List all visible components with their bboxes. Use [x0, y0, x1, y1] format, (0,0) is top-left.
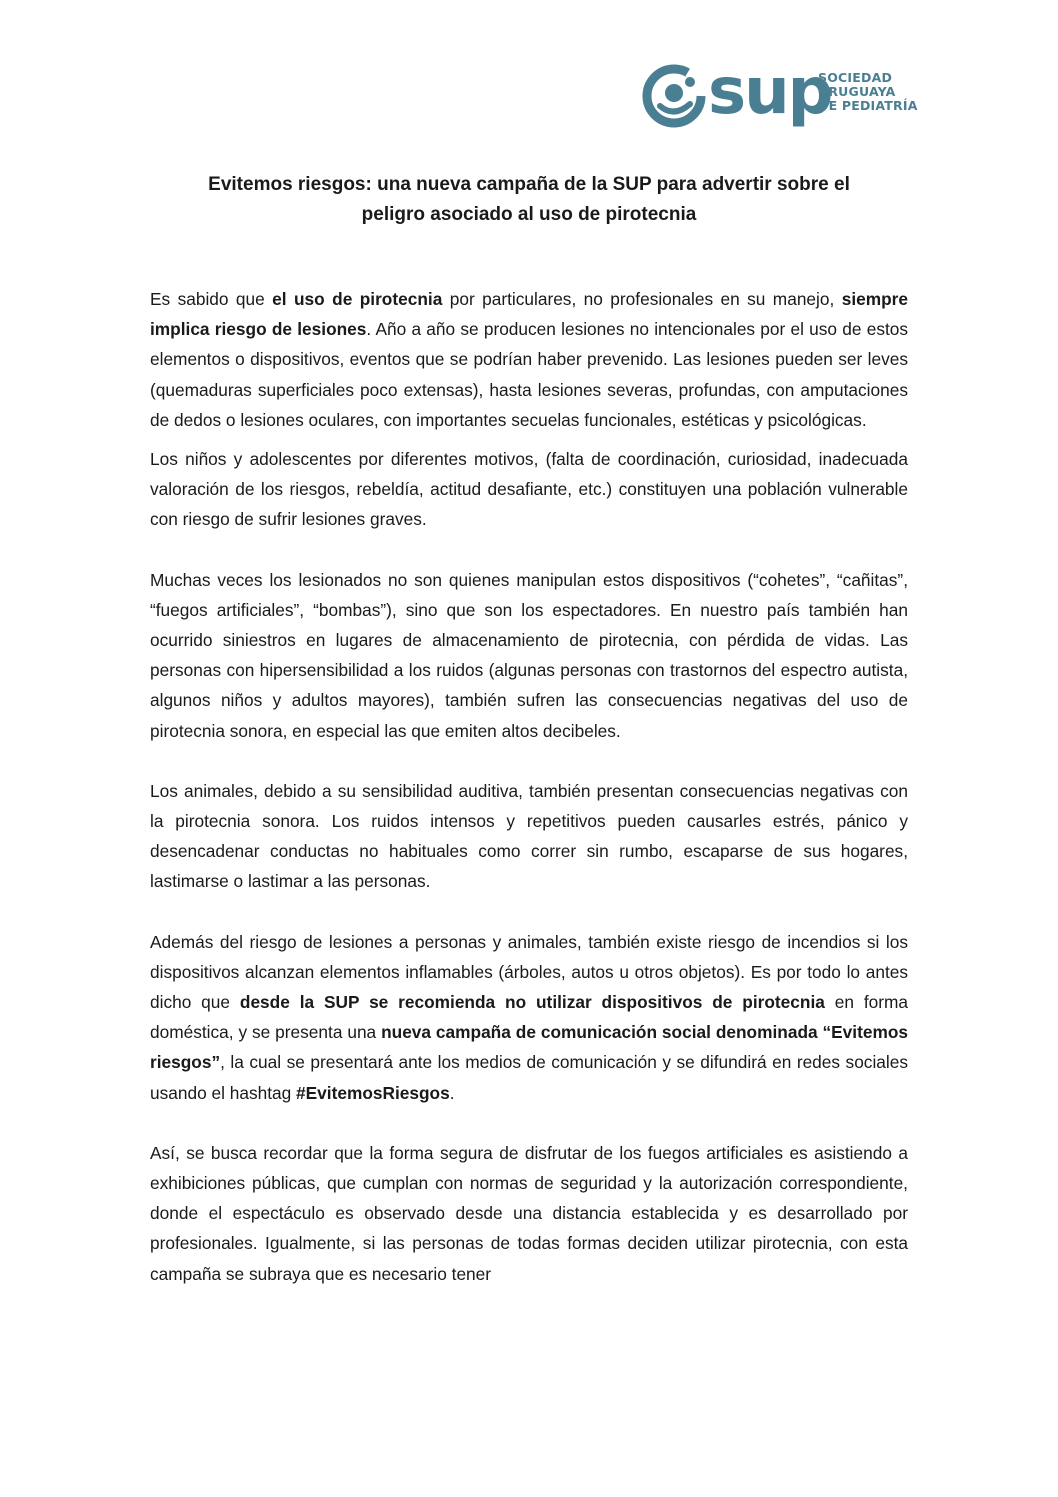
text-run: por particulares, no profesionales en su manejo, [442, 289, 842, 309]
logo-org-line: URUGUAYA [818, 84, 896, 99]
text-run: en forma doméstica, y se presenta una [150, 992, 909, 1043]
paragraph-6: Así, se busca recordar que la forma segura de disfrutar de los fuegos artificiales es asistiendo a exhibiciones públicas, que cumplan con normas de seguridad y la autorización correspondiente, donde el espectáculo es observado desde una distancia establecida y es desarrollado por profesionales. Igualmente, si las personas de todas formas deciden utilizar pirotecnia, con esta campaña se subraya que es necesario tener [150, 1142, 908, 1284]
logo-wordmark: sup [708, 55, 832, 129]
text-run: . Año a año se producen lesiones no intencionales por el uso de estos elementos o dispositivos, eventos que se podrían haber prevenido. Las lesiones pueden ser leves (quemaduras superficiales poco extensas), hasta lesiones severas, profundas, con amputaciones de dedos o lesiones oculares, con importantes secuelas funcionales, estéticas y psicológicas. [150, 319, 909, 430]
bold-run: el uso de pirotecnia [272, 289, 443, 309]
bold-run: nueva campaña de comunicación social denominada “Evitemos riesgos” [150, 1022, 908, 1073]
bold-run: siempre implica riesgo de lesiones [150, 289, 909, 340]
hashtag: #EvitemosRiesgos [296, 1082, 450, 1103]
paragraph-4: Los animales, debido a su sensibilidad auditiva, también presentan consecuencias negativas con la pirotecnia sonora. Los ruidos intensos y repetitivos pueden causarles estrés, pánico y desencadenar conductas no habituales como correr sin rumbo, escaparse de sus hogares, lastimarse o lastimar a las personas. [150, 780, 908, 892]
document-body [150, 284, 908, 1289]
sup-logo [638, 55, 928, 134]
logo-org-name [818, 71, 918, 113]
paragraph-3: Muchas veces los lesionados no son quienes manipulan estos dispositivos (“cohetes”, “cañitas”, “fuegos artificiales”, “bombas”), sino que son los espectadores. En nuestro país también han ocurrido siniestros en lugares de almacenamiento de pirotecnia, con pérdida de vidas. Las personas con hipersensibilidad a los ruidos (algunas personas con trastornos del espectro autista, algunos niños y adultos mayores), también sufren las consecuencias negativas del uso de pirotecnia sonora, en especial las que emiten altos decibeles. [150, 569, 908, 741]
paragraph-1 [150, 284, 908, 435]
paragraph-2: Los niños y adolescentes por diferentes motivos, (falta de coordinación, curiosidad, inadecuada valoración de los riesgos, rebeldía, actitud desafiante, etc.) constituyen una población vulnerable con riesgo de sufrir lesiones graves. [150, 449, 908, 530]
paragraph-5 [150, 927, 908, 1108]
title-line-1: Evitemos riesgos: una nueva campaña de la SUP para advertir sobre el [208, 174, 850, 195]
text-run: Es sabido que [150, 289, 273, 309]
text-run: Además del riesgo de lesiones a personas y animales, también existe riesgo de incendios si los dispositivos alcanzan elementos inflamables (árboles, autos u otros objetos). Es por todo lo antes dicho que [150, 931, 908, 1013]
bold-run: desde la SUP se recomienda no utilizar dispositivos de pirotecnia [239, 992, 825, 1013]
sup-logo-icon [638, 58, 714, 134]
text-run: . [449, 1082, 455, 1103]
logo-org-line: SOCIEDAD [818, 70, 893, 85]
document-title [150, 170, 908, 230]
title-line-2: peligro asociado al uso de pirotecnia [361, 204, 697, 225]
logo-org-line: DE PEDIATRÍA [818, 98, 918, 113]
text-run: , la cual se presentará ante los medios de comunicación y se difundirá en redes sociales usando el hashtag [150, 1052, 908, 1103]
